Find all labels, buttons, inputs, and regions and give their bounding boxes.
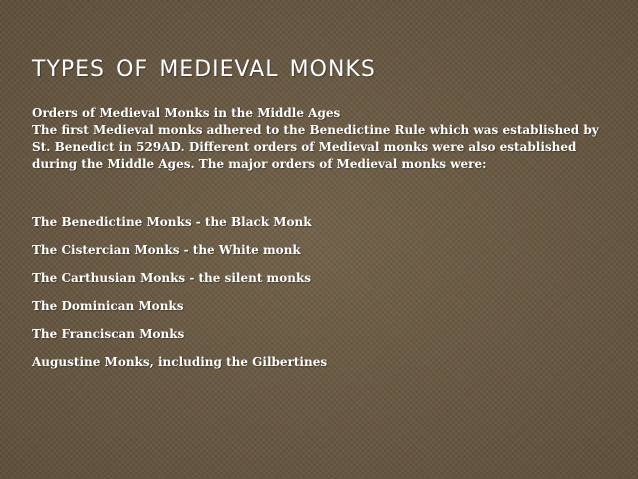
- list-item: The Dominican Monks: [32, 299, 184, 313]
- intro-heading-line: Orders of Medieval Monks in the Middle Ages: [32, 106, 341, 120]
- list-item: The Cistercian Monks - the White monk: [32, 243, 301, 257]
- intro-paragraph: The first Medieval monks adhered to the Benedictine Rule which was established by St. Benedict in 529AD. Different orders of Medieval monks were also established during the Middle Ages. The major orders of Medieval monks were:: [32, 123, 599, 171]
- slide-title: types of medieval monks: [32, 46, 376, 84]
- list-item: Augustine Monks, including the Gilbertines: [32, 355, 328, 369]
- list-item: The Franciscan Monks: [32, 327, 185, 341]
- intro-text: [32, 105, 612, 173]
- list-item: The Carthusian Monks - the silent monks: [32, 271, 312, 285]
- monk-orders-list: [32, 208, 327, 376]
- list-item: The Benedictine Monks - the Black Monk: [32, 215, 312, 229]
